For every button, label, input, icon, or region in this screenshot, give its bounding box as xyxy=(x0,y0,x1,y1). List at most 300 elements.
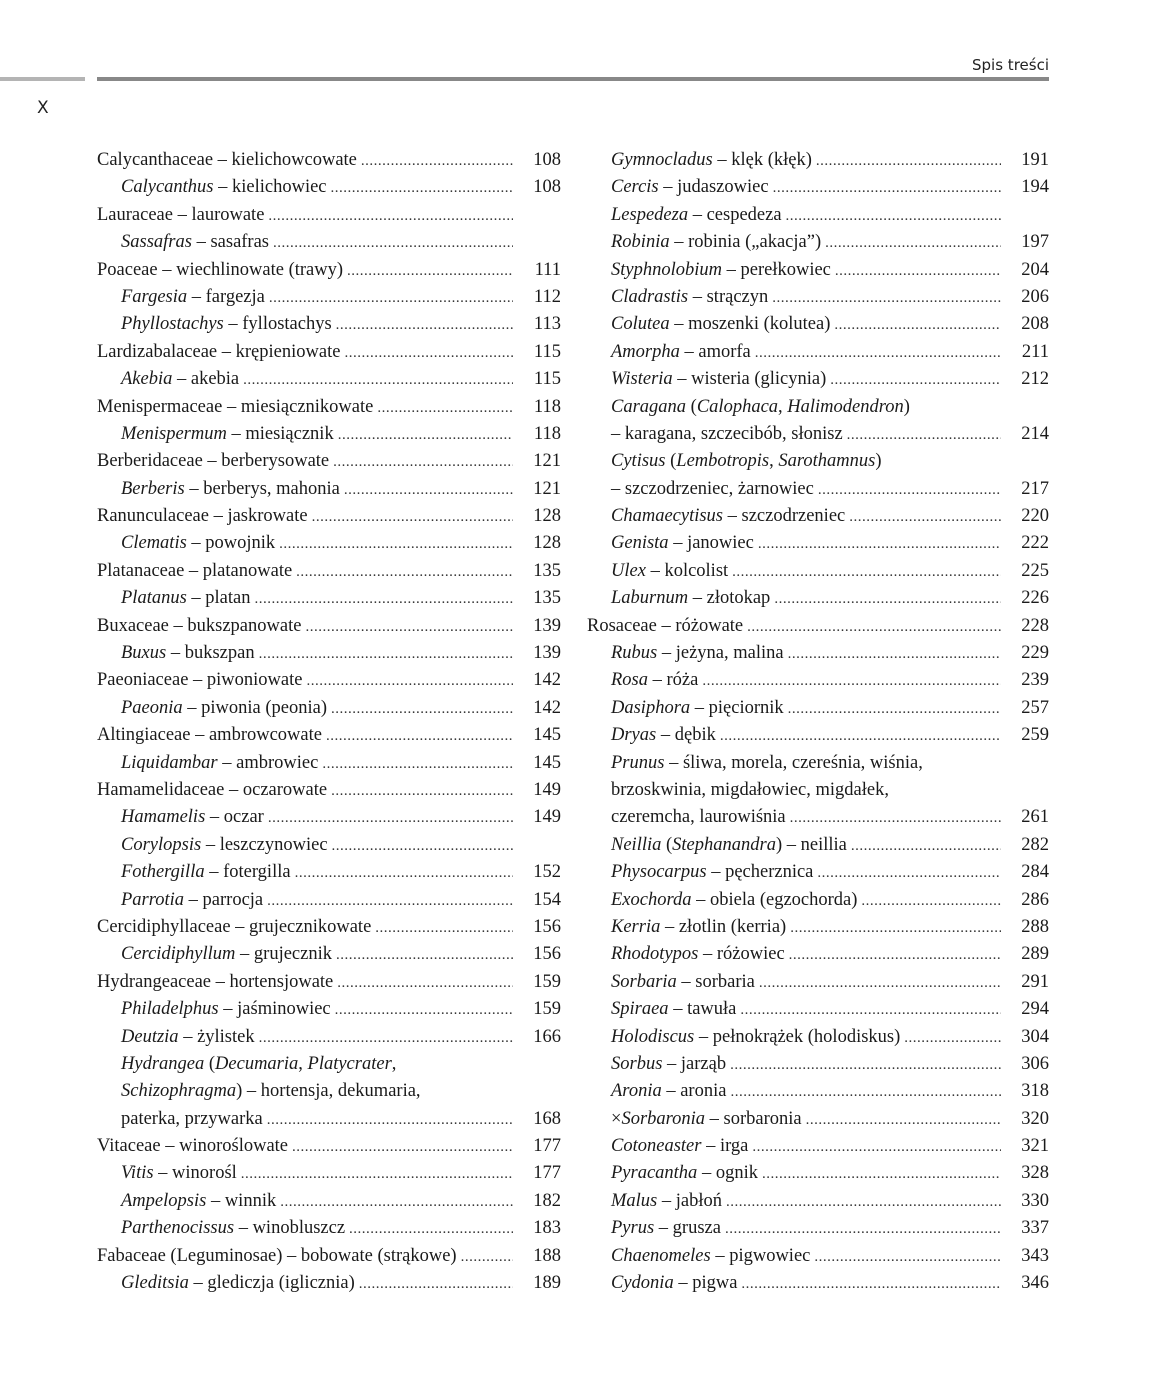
dot-leader xyxy=(730,1079,1001,1106)
toc-entry-genus[interactable] xyxy=(97,1106,561,1133)
toc-entry-title: Spiraea – tawuła xyxy=(611,999,737,1020)
toc-entry-genus[interactable] xyxy=(587,1215,1049,1242)
toc-page-number: 208 xyxy=(1021,314,1049,335)
toc-entry-title: Rhodotypos – różowiec xyxy=(611,944,785,965)
dot-leader xyxy=(461,1244,513,1271)
dot-leader xyxy=(241,1161,513,1188)
dot-leader xyxy=(279,531,513,558)
dot-leader xyxy=(726,1189,1001,1216)
dot-leader xyxy=(773,175,1001,202)
toc-page-number: 346 xyxy=(1021,1273,1049,1294)
toc-entry-title: Neillia (Stephanandra) – neillia xyxy=(611,834,847,855)
toc-entry-title: ×Sorbaronia – sorbaronia xyxy=(611,1108,802,1129)
dot-leader xyxy=(344,477,513,504)
toc-page-number: 220 xyxy=(1021,506,1049,527)
toc-entry-genus[interactable] xyxy=(97,585,561,612)
toc-entry-genus[interactable] xyxy=(587,777,1049,804)
toc-entry-title: Philadelphus – jaśminowiec xyxy=(121,999,331,1020)
toc-page-number: 294 xyxy=(1021,999,1049,1020)
toc-entry-title: Berberis – berberys, mahonia xyxy=(121,478,340,499)
toc-entry-family[interactable] xyxy=(97,503,561,530)
toc-entry-title: Cydonia – pigwa xyxy=(611,1273,738,1294)
dot-leader xyxy=(335,997,513,1024)
toc-page-number: 225 xyxy=(1021,560,1049,581)
toc-entry-genus[interactable] xyxy=(97,996,561,1023)
toc-page-number: 139 xyxy=(533,615,561,636)
toc-page-number: 168 xyxy=(533,1108,561,1129)
toc-page-number: 204 xyxy=(1021,259,1049,280)
toc-entry-title: Platanaceae – platanowate xyxy=(97,560,293,581)
toc-entry-genus[interactable] xyxy=(587,394,1049,421)
toc-entry-genus[interactable] xyxy=(587,1160,1049,1187)
toc-entry-title: paterka, przywarka xyxy=(121,1108,263,1129)
toc-entry-title: Gymnocladus – klęk (kłęk) xyxy=(611,150,812,170)
toc-page-number: 108 xyxy=(533,177,561,198)
toc-entry-title: Paeoniaceae – piwoniowate xyxy=(97,670,303,691)
dot-leader xyxy=(834,312,1001,339)
toc-entry-genus[interactable] xyxy=(587,1106,1049,1133)
toc-entry-genus[interactable] xyxy=(587,311,1049,338)
toc-entry-title: Exochorda – obiela (egzochorda) xyxy=(611,889,858,910)
dot-leader xyxy=(332,833,513,860)
toc-entry-title: Vitaceae – winoroślowate xyxy=(97,1136,289,1157)
dot-leader xyxy=(702,668,1001,695)
toc-entry-title: Phyllostachys – fyllostachys xyxy=(121,314,332,335)
dot-leader xyxy=(243,367,513,394)
toc-entry-genus[interactable] xyxy=(587,585,1049,612)
toc-entry-title: Cercidiphyllaceae – grujecznikowate xyxy=(97,916,372,937)
dot-leader xyxy=(336,312,513,339)
dot-leader xyxy=(732,559,1001,586)
toc-entry-genus[interactable] xyxy=(587,996,1049,1023)
toc-entry-title: Platanus – platan xyxy=(121,588,251,609)
toc-entry-title: Akebia – akebia xyxy=(121,369,240,390)
toc-page-number: 128 xyxy=(533,506,561,527)
dot-leader xyxy=(747,614,1001,641)
toc-entry-title: Hamamelidaceae – oczarowate xyxy=(97,779,328,800)
dot-leader xyxy=(788,641,1001,668)
toc-page-number: 159 xyxy=(533,971,561,992)
toc-page-number: 112 xyxy=(533,286,561,307)
toc-page-number: 217 xyxy=(1021,478,1049,499)
toc-entry-genus[interactable] xyxy=(587,229,1049,256)
toc-entry-genus[interactable] xyxy=(587,1133,1049,1160)
toc-entry-genus[interactable] xyxy=(587,284,1049,311)
toc-page-number: 191 xyxy=(1021,150,1049,170)
toc-entry-title: Hydrangea (Decumaria, Platycrater, xyxy=(121,1053,397,1074)
toc-entry-title: Deutzia – żylistek xyxy=(121,1026,255,1047)
dot-leader xyxy=(786,203,1001,230)
toc-entry-family[interactable] xyxy=(97,147,561,174)
toc-entry-title: Hydrangeaceae – hortensjowate xyxy=(97,971,334,992)
toc-entry-title: Ampelopsis – winnik xyxy=(121,1190,277,1211)
toc-entry-title: Lardizabalaceae – krępieniowate xyxy=(97,341,341,362)
toc-entry-title: Paeonia – piwonia (peonia) xyxy=(121,697,328,718)
toc-entry-title: Prunus – śliwa, morela, czereśnia, wiśnia, xyxy=(611,752,923,773)
toc-entry-title: Chamaecytisus – szczodrzeniec xyxy=(611,506,846,527)
dot-leader xyxy=(851,833,1001,860)
dot-leader xyxy=(359,1271,513,1298)
toc-entry-title: Sorbus – jarząb xyxy=(611,1053,727,1074)
dot-leader xyxy=(817,860,1001,887)
toc-page-number: 156 xyxy=(533,944,561,965)
toc-entry-title: Altingiaceae – ambrowcowate xyxy=(97,725,322,746)
dot-leader xyxy=(269,285,513,312)
dot-leader xyxy=(273,230,513,257)
toc-page-number: 239 xyxy=(1021,670,1049,691)
dot-leader xyxy=(296,559,513,586)
toc-page-number: 226 xyxy=(1021,588,1049,609)
toc-page-number: 108 xyxy=(533,150,561,170)
toc-entry-genus[interactable] xyxy=(97,941,561,968)
toc-entry-title: Pyrus – grusza xyxy=(611,1218,721,1239)
toc-page-number: 228 xyxy=(1021,615,1049,636)
toc-entry-genus[interactable] xyxy=(97,284,561,311)
toc-entry-family[interactable] xyxy=(97,448,561,475)
toc-page-number: 177 xyxy=(533,1163,561,1184)
toc-entry-genus[interactable] xyxy=(587,667,1049,694)
toc-entry-genus[interactable] xyxy=(97,1188,561,1215)
dot-leader xyxy=(816,148,1001,175)
toc-page-number: 214 xyxy=(1021,423,1049,444)
toc-page-number: 259 xyxy=(1021,725,1049,746)
toc-entry-genus[interactable] xyxy=(587,1188,1049,1215)
toc-column-right xyxy=(587,147,1049,1297)
dot-leader xyxy=(759,970,1001,997)
toc-entry-genus[interactable] xyxy=(587,887,1049,914)
toc-entry-title: Vitis – winorośl xyxy=(121,1163,237,1184)
toc-entry-title: Buxaceae – bukszpanowate xyxy=(97,615,302,636)
toc-entry-title: Caragana (Calophaca, Halimodendron) xyxy=(611,396,910,417)
toc-entry-genus[interactable] xyxy=(587,174,1049,201)
toc-entry-title: Amorpha – amorfa xyxy=(611,341,751,362)
toc-page-number: 139 xyxy=(533,643,561,664)
toc-entry-genus[interactable] xyxy=(97,366,561,393)
toc-page-number: 154 xyxy=(533,889,561,910)
toc-entry-genus[interactable] xyxy=(587,476,1049,503)
header-rule-short xyxy=(0,77,85,81)
toc-entry-genus[interactable] xyxy=(587,695,1049,722)
dot-leader xyxy=(326,723,513,750)
toc-entry-family[interactable] xyxy=(97,1133,561,1160)
toc-entry-genus[interactable] xyxy=(587,558,1049,585)
dot-leader xyxy=(806,1107,1001,1134)
toc-page-number: 289 xyxy=(1021,944,1049,965)
toc-page-number: 121 xyxy=(533,478,561,499)
toc-page-number: 318 xyxy=(1021,1081,1049,1102)
dot-leader xyxy=(861,888,1001,915)
dot-leader xyxy=(280,1189,513,1216)
toc-page-number: 182 xyxy=(533,1190,561,1211)
toc-entry-genus[interactable] xyxy=(97,859,561,886)
dot-leader xyxy=(259,641,513,668)
toc-page-number: 111 xyxy=(534,259,561,280)
toc-entry-genus[interactable] xyxy=(587,722,1049,749)
toc-entry-title: Ranunculaceae – jaskrowate xyxy=(97,506,308,527)
toc-page-number: 113 xyxy=(533,314,561,335)
dot-leader xyxy=(725,1216,1001,1243)
toc-entry-genus[interactable] xyxy=(587,257,1049,284)
toc-page-number: 118 xyxy=(533,423,561,444)
toc-entry-title: Pyracantha – ognik xyxy=(611,1163,758,1184)
toc-entry-family[interactable] xyxy=(97,558,561,585)
page-number: X xyxy=(37,98,49,118)
dot-leader xyxy=(790,805,1001,832)
toc-entry-genus[interactable] xyxy=(587,147,1049,174)
toc-entry-title: Aronia – aronia xyxy=(611,1081,727,1102)
toc-entry-family[interactable] xyxy=(587,613,1049,640)
toc-entry-title: Hamamelis – oczar xyxy=(121,807,264,828)
toc-page-number: 282 xyxy=(1021,834,1049,855)
toc-page-number: 188 xyxy=(533,1245,561,1266)
toc-entry-title: Chaenomeles – pigwowiec xyxy=(611,1245,811,1266)
toc-entry-genus[interactable] xyxy=(587,640,1049,667)
toc-entry-genus[interactable] xyxy=(97,311,561,338)
dot-leader xyxy=(788,696,1001,723)
toc-entry-family[interactable] xyxy=(97,914,561,941)
toc-page-number: 135 xyxy=(533,588,561,609)
toc-entry-genus[interactable] xyxy=(97,695,561,722)
toc-page-number: 206 xyxy=(1021,286,1049,307)
toc-entry-genus[interactable] xyxy=(587,530,1049,557)
toc-page-number: 166 xyxy=(533,1026,561,1047)
dot-leader xyxy=(322,751,513,778)
toc-entry-genus[interactable] xyxy=(587,750,1049,777)
toc-entry-title: Liquidambar – ambrowiec xyxy=(121,752,319,773)
toc-entry-genus[interactable] xyxy=(97,530,561,557)
toc-entry-title: Calycanthaceae – kielichowcowate xyxy=(97,150,357,170)
toc-entry-family[interactable] xyxy=(97,394,561,421)
toc-page-number: 328 xyxy=(1021,1163,1049,1184)
toc-page-number: 115 xyxy=(533,369,561,390)
toc-page-number: 261 xyxy=(1021,807,1049,828)
toc-entry-genus[interactable] xyxy=(97,1270,561,1297)
toc-entry-title: Dryas – dębik xyxy=(611,725,716,746)
toc-entry-title: Cladrastis – strączyn xyxy=(611,286,769,307)
toc-entry-genus[interactable] xyxy=(587,421,1049,448)
toc-entry-title: Laburnum – złotokap xyxy=(611,588,771,609)
toc-entry-title: Wisteria – wisteria (glicynia) xyxy=(611,369,827,390)
toc-page-number: 288 xyxy=(1021,916,1049,937)
toc-entry-genus[interactable] xyxy=(97,421,561,448)
toc-entry-genus[interactable] xyxy=(587,448,1049,475)
dot-leader xyxy=(292,1134,513,1161)
toc-entry-title: czeremcha, laurowiśnia xyxy=(611,807,786,828)
toc-entry-family[interactable] xyxy=(97,969,561,996)
toc-entry-title: brzoskwinia, migdałowiec, migdałek, xyxy=(611,779,889,800)
dot-leader xyxy=(268,805,513,832)
toc-entry-genus[interactable] xyxy=(97,1051,561,1078)
dot-leader xyxy=(349,1216,513,1243)
toc-page-number: 135 xyxy=(533,560,561,581)
dot-leader xyxy=(849,504,1001,531)
toc-entry-genus[interactable] xyxy=(587,804,1049,831)
toc-entry-title: Parthenocissus – winobluszcz xyxy=(121,1218,346,1239)
toc-page-number: 320 xyxy=(1021,1108,1049,1129)
toc-page-number: 149 xyxy=(533,779,561,800)
toc-page-number: 145 xyxy=(533,752,561,773)
dot-leader xyxy=(730,1052,1001,1079)
toc-entry-genus[interactable] xyxy=(587,202,1049,229)
toc-entry-title: Cercidiphyllum – grujecznik xyxy=(121,944,332,965)
dot-leader xyxy=(720,723,1001,750)
dot-leader xyxy=(331,778,513,805)
toc-page-number: 343 xyxy=(1021,1245,1049,1266)
running-head-title: Spis treści xyxy=(972,56,1049,74)
dot-leader xyxy=(333,449,513,476)
toc-entry-title: Kerria – złotlin (kerria) xyxy=(611,916,787,937)
toc-entry-genus[interactable] xyxy=(587,1078,1049,1105)
toc-entry-family[interactable] xyxy=(97,257,561,284)
toc-page-number: 118 xyxy=(533,396,561,417)
toc-entry-family[interactable] xyxy=(97,667,561,694)
toc-entry-title: Cercis – judaszowiec xyxy=(611,177,769,198)
toc-entry-title: Malus – jabłoń xyxy=(611,1190,722,1211)
toc-entry-title: Poaceae – wiechlinowate (trawy) xyxy=(97,259,344,280)
toc-entry-title: Menispermum – miesiącznik xyxy=(121,423,334,444)
toc-entry-title: Physocarpus – pęcherznica xyxy=(611,862,814,883)
toc-entry-title: Fargesia – fargezja xyxy=(121,286,265,307)
toc-entry-genus[interactable] xyxy=(97,640,561,667)
toc-page-number: 142 xyxy=(533,697,561,718)
toc-entry-genus[interactable] xyxy=(587,503,1049,530)
toc-entry-genus[interactable] xyxy=(587,366,1049,393)
toc-entry-title: Cytisus (Lembotropis, Sarothamnus) xyxy=(611,451,882,472)
toc-entry-genus[interactable] xyxy=(97,887,561,914)
dot-leader xyxy=(305,614,513,641)
toc-page-number: 330 xyxy=(1021,1190,1049,1211)
toc-entry-title: Sassafras – sasafras xyxy=(121,232,270,253)
toc-entry-title: Corylopsis – leszczynowiec xyxy=(121,834,328,855)
dot-leader xyxy=(830,367,1001,394)
toc-entry-title: Parrotia – parrocja xyxy=(121,889,264,910)
toc-entry-family[interactable] xyxy=(97,722,561,749)
toc-entry-title: Rosa – róża xyxy=(611,670,699,691)
toc-entry-family[interactable] xyxy=(97,613,561,640)
toc-entry-title: Gleditsia – glediczja (iglicznia) xyxy=(121,1273,355,1294)
dot-leader xyxy=(254,586,513,613)
toc-entry-genus[interactable] xyxy=(587,859,1049,886)
toc-entry-family[interactable] xyxy=(97,1243,561,1270)
toc-page-number: 149 xyxy=(533,807,561,828)
dot-leader xyxy=(774,586,1001,613)
toc-entry-genus[interactable] xyxy=(587,914,1049,941)
toc-entry-family[interactable] xyxy=(97,777,561,804)
toc-entry-title: Holodiscus – pełnokrążek (holodiskus) xyxy=(611,1026,901,1047)
toc-entry-family[interactable] xyxy=(97,202,561,229)
dot-leader xyxy=(336,942,513,969)
toc-entry-title: Schizophragma) – hortensja, dekumaria, xyxy=(121,1081,421,1102)
toc-entry-title: Menispermaceae – miesiącznikowate xyxy=(97,396,374,417)
toc-entry-genus[interactable] xyxy=(97,1160,561,1187)
toc-entry-title: Ulex – kolcolist xyxy=(611,560,729,581)
toc-entry-genus[interactable] xyxy=(587,1243,1049,1270)
toc-page-number: 337 xyxy=(1021,1218,1049,1239)
toc-entry-title: Clematis – powojnik xyxy=(121,533,276,554)
toc-entry-title: Buxus – bukszpan xyxy=(121,643,255,664)
dot-leader xyxy=(847,422,1001,449)
toc-entry-genus[interactable] xyxy=(587,1024,1049,1051)
toc-page-number: 121 xyxy=(533,451,561,472)
header-rule xyxy=(97,77,1049,81)
toc-entry-genus[interactable] xyxy=(97,174,561,201)
toc-entry-genus[interactable] xyxy=(97,750,561,777)
toc-entry-genus[interactable] xyxy=(587,832,1049,859)
dot-leader xyxy=(268,203,513,230)
toc-entry-title: Lespedeza – cespedeza xyxy=(611,204,782,225)
toc-entry-title: Genista – janowiec xyxy=(611,533,754,554)
dot-leader xyxy=(338,422,513,449)
toc-page-number: 177 xyxy=(533,1136,561,1157)
toc-page-number: 304 xyxy=(1021,1026,1049,1047)
toc-entry-genus[interactable] xyxy=(97,832,561,859)
toc-entry-title: – karagana, szczecibób, słonisz xyxy=(611,423,843,444)
toc-page-number: 142 xyxy=(533,670,561,691)
dot-leader xyxy=(344,340,513,367)
dot-leader xyxy=(789,942,1001,969)
toc-entry-genus[interactable] xyxy=(587,339,1049,366)
toc-page-number: 321 xyxy=(1021,1136,1049,1157)
dot-leader xyxy=(331,696,513,723)
toc-entry-genus[interactable] xyxy=(97,229,561,256)
dot-leader xyxy=(375,915,513,942)
dot-leader xyxy=(814,1244,1001,1271)
toc-page-number: 291 xyxy=(1021,971,1049,992)
dot-leader xyxy=(740,997,1001,1024)
toc-entry-genus[interactable] xyxy=(97,1215,561,1242)
toc-page-number: 286 xyxy=(1021,889,1049,910)
toc-entry-title: Rosaceae – różowate xyxy=(587,615,744,636)
toc-page-number: 222 xyxy=(1021,533,1049,554)
toc-page-number: 257 xyxy=(1021,697,1049,718)
toc-page-number: 211 xyxy=(1021,341,1049,362)
toc-page-number: 284 xyxy=(1021,862,1049,883)
dot-leader xyxy=(741,1271,1001,1298)
toc-entry-genus[interactable] xyxy=(587,969,1049,996)
toc-page-number: 115 xyxy=(533,341,561,362)
toc-page-number: 229 xyxy=(1021,643,1049,664)
toc-entry-genus[interactable] xyxy=(97,1078,561,1105)
toc-page-number: 159 xyxy=(533,999,561,1020)
toc-entry-genus[interactable] xyxy=(97,804,561,831)
dot-leader xyxy=(835,258,1001,285)
toc-page-number: 183 xyxy=(533,1218,561,1239)
toc-entry-genus[interactable] xyxy=(587,1270,1049,1297)
dot-leader xyxy=(825,230,1001,257)
toc-entry-title: Rubus – jeżyna, malina xyxy=(611,643,784,664)
toc-entry-family[interactable] xyxy=(97,339,561,366)
toc-entry-title: – szczodrzeniec, żarnowiec xyxy=(611,478,814,499)
dot-leader xyxy=(755,340,1001,367)
toc-entry-title: Fabaceae (Leguminosae) – bobowate (strąkowe) xyxy=(97,1245,457,1266)
toc-entry-title: Lauraceae – laurowate xyxy=(97,204,265,225)
dot-leader xyxy=(267,888,513,915)
dot-leader xyxy=(259,1025,513,1052)
toc-column-left xyxy=(97,147,561,1297)
toc-entry-title: Colutea – moszenki (kolutea) xyxy=(611,314,831,335)
dot-leader xyxy=(337,970,513,997)
toc-page-number: 152 xyxy=(533,862,561,883)
toc-entry-genus[interactable] xyxy=(587,1051,1049,1078)
toc-page-number: 197 xyxy=(1021,232,1049,253)
dot-leader xyxy=(904,1025,1001,1052)
toc-entry-genus[interactable] xyxy=(97,476,561,503)
toc-entry-genus[interactable] xyxy=(587,941,1049,968)
toc-page-number: 189 xyxy=(533,1273,561,1294)
toc-entry-genus[interactable] xyxy=(97,1024,561,1051)
toc-page-number: 156 xyxy=(533,916,561,937)
dot-leader xyxy=(347,258,513,285)
